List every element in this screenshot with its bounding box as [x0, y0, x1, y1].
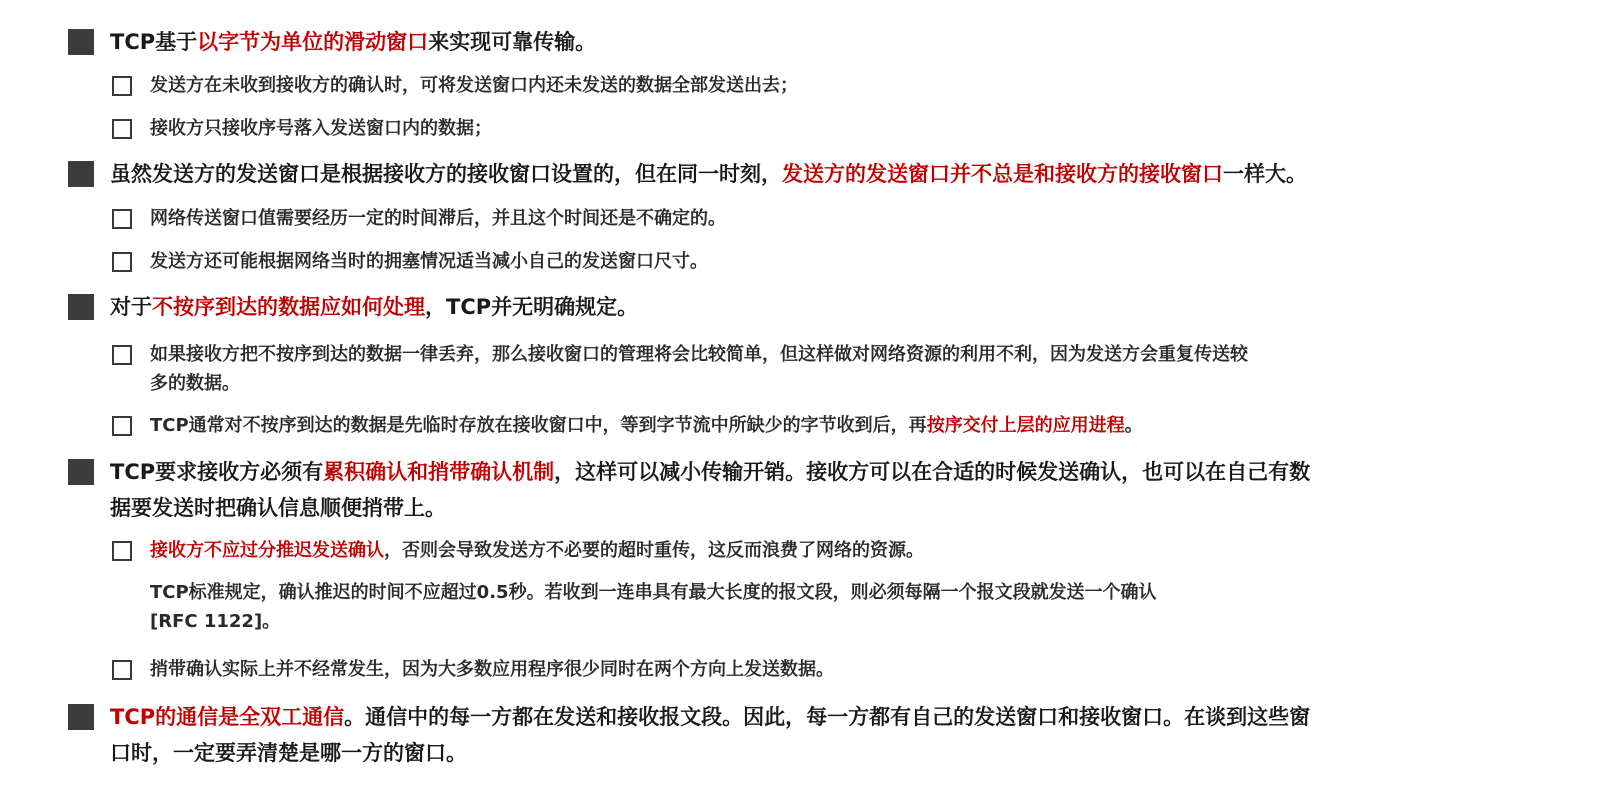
square-bullet-icon: [68, 459, 94, 485]
point-4: [68, 454, 1310, 526]
point-2-text: 虽然发送方的发送窗口是根据接收方的接收窗口设置的，但在同一时刻，发送方的发送窗口并不总是和接收方的接收窗口一样大。: [110, 162, 1307, 186]
point-5-text: TCP的通信是全双工通信。通信中的每一方都在发送和接收报文段。因此，每一方都有自己的发送窗口和接收窗口。在谈到这些窗 口时，一定要弄清楚是哪一方的窗口。: [110, 705, 1311, 765]
point-3: [68, 289, 638, 325]
sub-3-2: [112, 411, 1143, 440]
checkbox-icon: [112, 76, 132, 96]
checkbox-icon: [112, 541, 132, 561]
sub-4-2: [112, 655, 834, 684]
square-bullet-icon: [68, 294, 94, 320]
checkbox-icon: [112, 209, 132, 229]
sub-3-1: [112, 340, 1248, 398]
point-5: [68, 699, 1310, 771]
point-1-text: TCP基于以字节为单位的滑动窗口来实现可靠传输。: [110, 30, 597, 54]
sub-3-2-text: TCP通常对不按序到达的数据是先临时存放在接收窗口中，等到字节流中所缺少的字节收到后，再按序交付上层的应用进程。: [150, 415, 1143, 436]
sub-3-1-text: 如果接收方把不按序到达的数据一律丢弃，那么接收窗口的管理将会比较简单，但这样做对网络资源的利用不利，因为发送方会重复传送较 多的数据。: [150, 344, 1248, 394]
checkbox-icon: [112, 416, 132, 436]
sub-4-1: [112, 536, 924, 565]
sub-1-1: [112, 71, 798, 100]
point-4-text: TCP要求接收方必须有累积确认和捎带确认机制，这样可以减小传输开销。接收方可以在合适的时候发送确认，也可以在自己有数 据要发送时把确认信息顺便捎带上。: [110, 460, 1311, 520]
sub-2-2-text: 发送方还可能根据网络当时的拥塞情况适当减小自己的发送窗口尺寸。: [150, 251, 708, 272]
sub-2-1-text: 网络传送窗口值需要经历一定的时间滞后，并且这个时间还是不确定的。: [150, 208, 726, 229]
sub-4-note: [150, 578, 1157, 636]
checkbox-icon: [112, 119, 132, 139]
sub-1-1-text: 发送方在未收到接收方的确认时，可将发送窗口内还未发送的数据全部发送出去；: [150, 75, 798, 96]
checkbox-icon: [112, 660, 132, 680]
square-bullet-icon: [68, 161, 94, 187]
sub-4-note-text: TCP标准规定，确认推迟的时间不应超过0.5秒。若收到一连串具有最大长度的报文段，则必须每隔一个报文段就发送一个确认 [RFC 1122]。: [150, 582, 1157, 632]
sub-2-2: [112, 247, 708, 276]
sub-1-2: [112, 114, 492, 143]
point-3-text: 对于不按序到达的数据应如何处理，TCP并无明确规定。: [110, 295, 639, 319]
point-1: [68, 24, 596, 60]
sub-4-2-text: 捎带确认实际上并不经常发生，因为大多数应用程序很少同时在两个方向上发送数据。: [150, 659, 834, 680]
sub-4-1-text: 接收方不应过分推迟发送确认，否则会导致发送方不必要的超时重传，这反而浪费了网络的资源。: [150, 540, 924, 561]
sub-2-1: [112, 204, 726, 233]
checkbox-icon: [112, 345, 132, 365]
point-2: [68, 156, 1307, 192]
sub-1-2-text: 接收方只接收序号落入发送窗口内的数据；: [150, 118, 492, 139]
square-bullet-icon: [68, 29, 94, 55]
checkbox-icon: [112, 252, 132, 272]
square-bullet-icon: [68, 704, 94, 730]
